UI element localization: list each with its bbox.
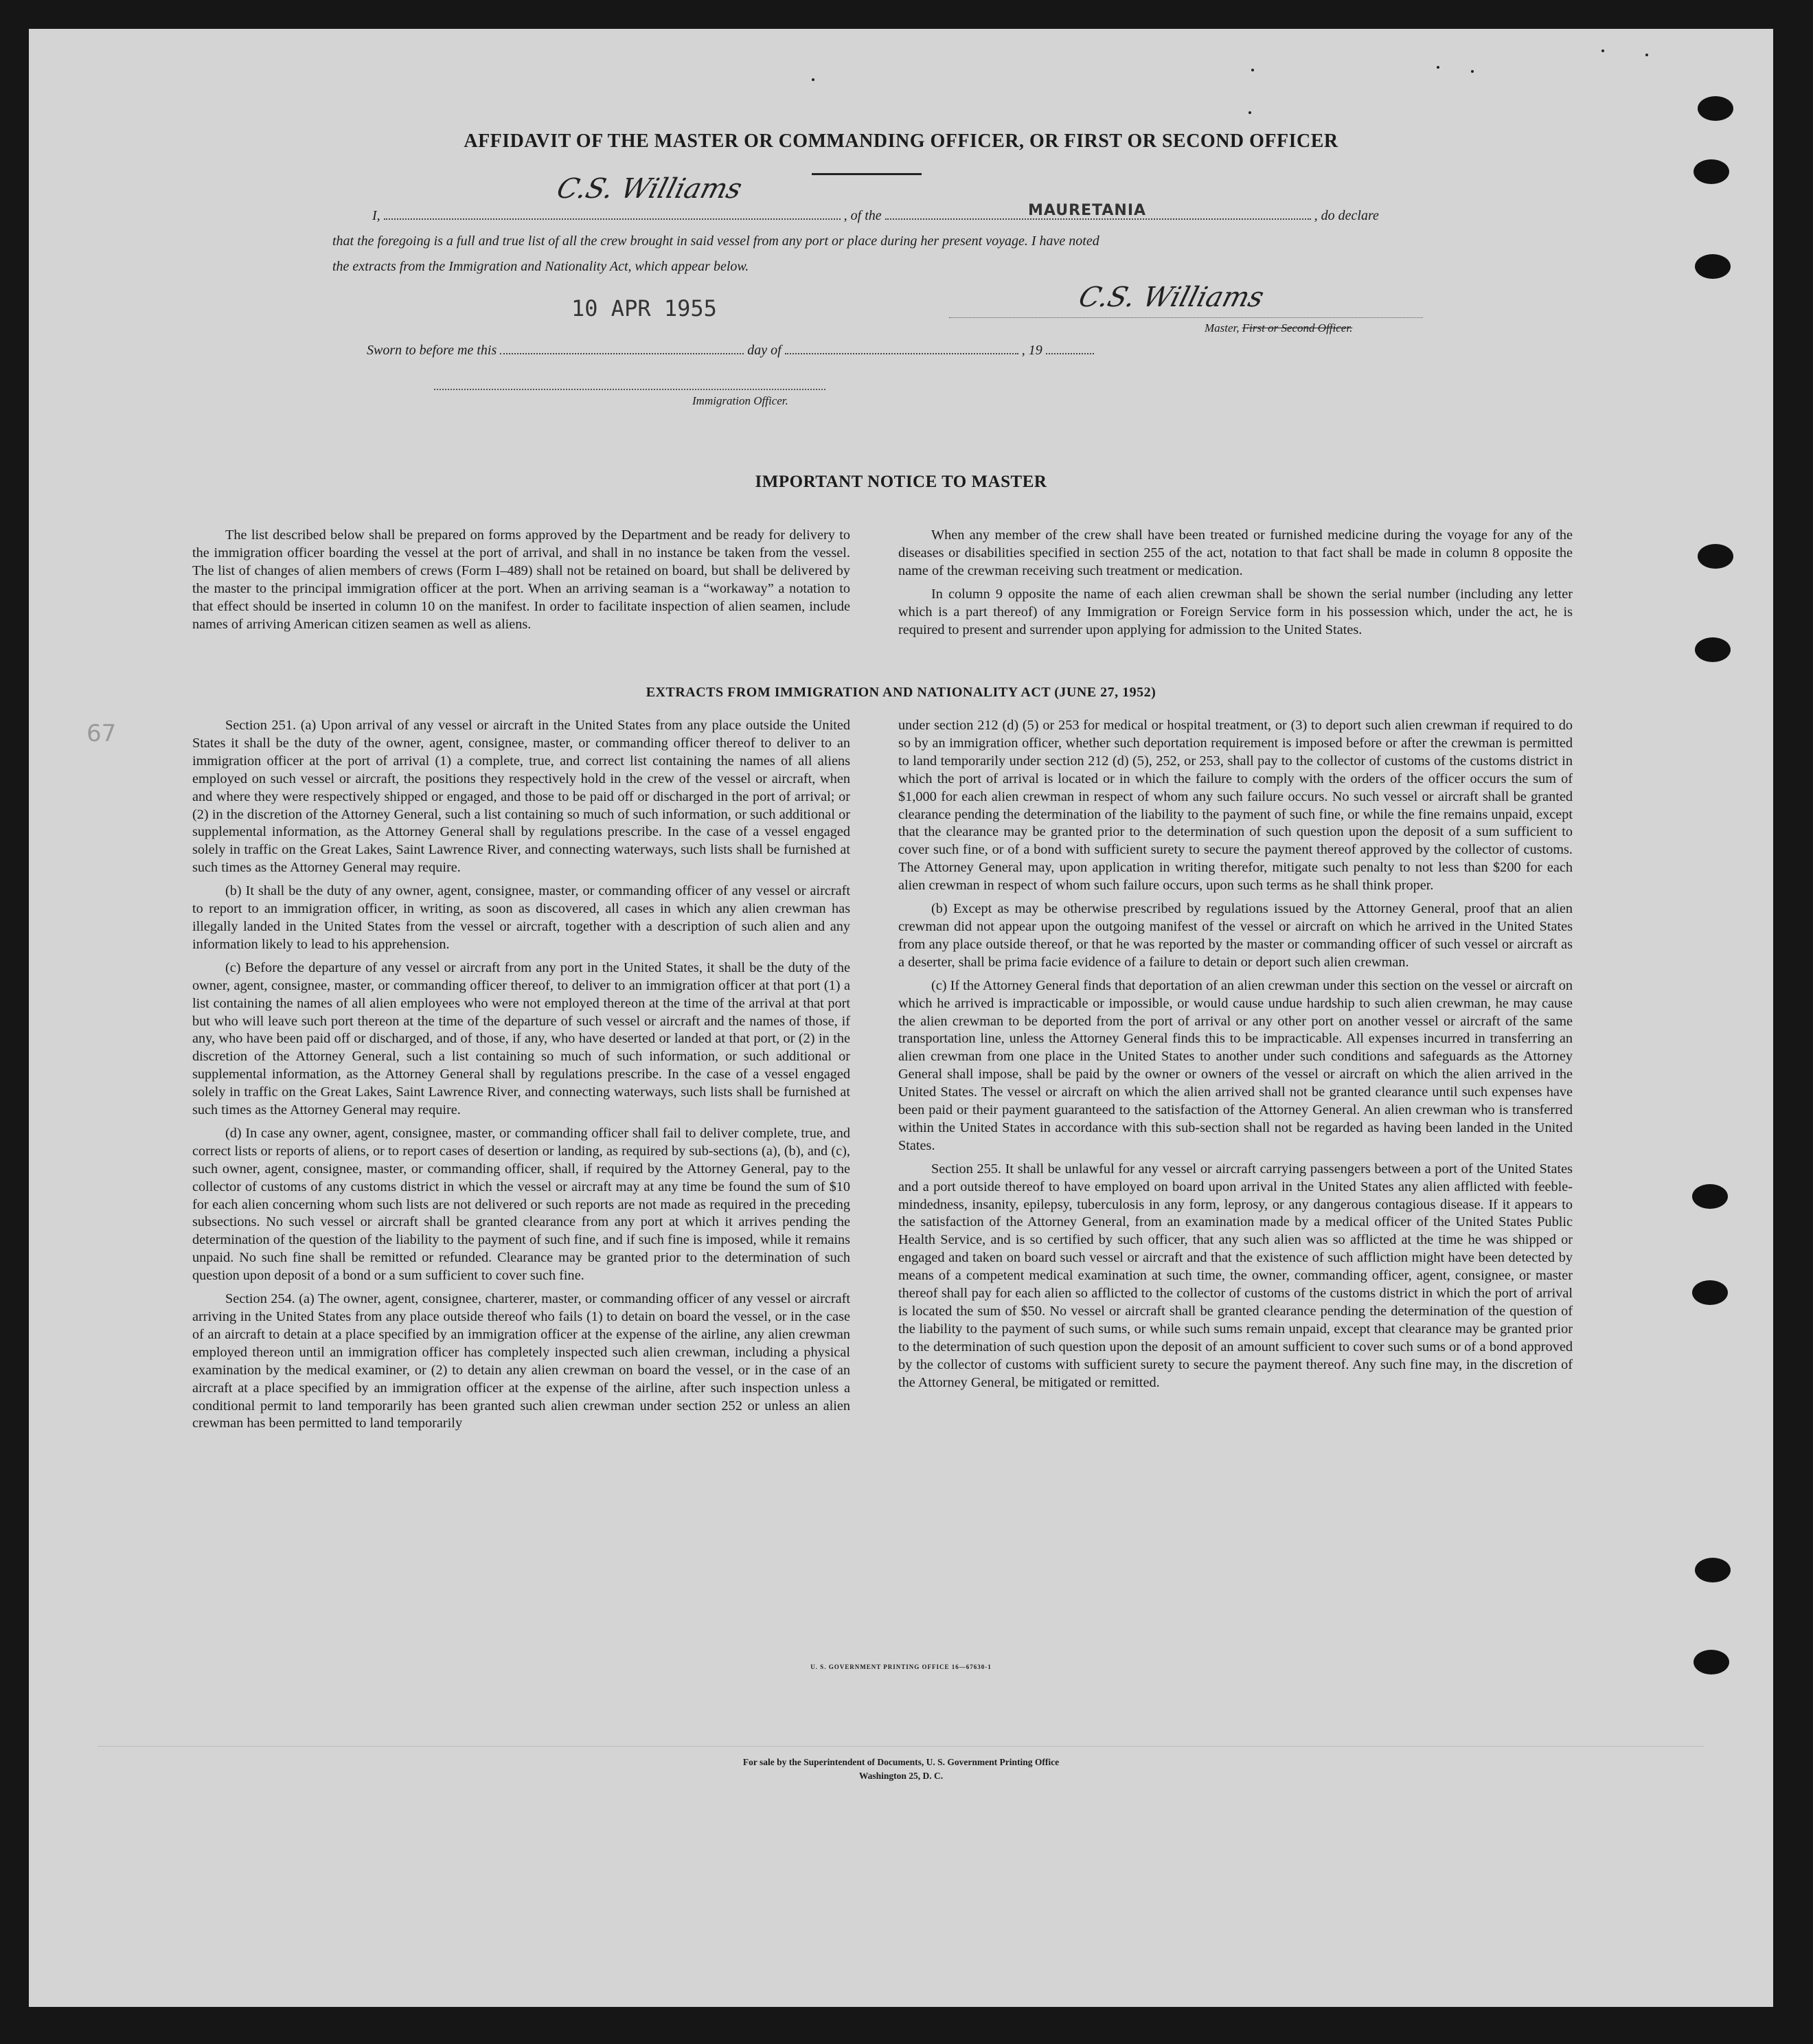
binder-hole (1694, 159, 1729, 184)
declaration-line (372, 206, 1379, 224)
notice-right-paragraph-1: When any member of the crew shall have been treated or furnished medicine during the voyage for any of the diseases or disabilities specified in section 255 of the act, notation to that fact shall be made in column 8 opposite the name of the crewman receiving such treatment or medication. (898, 527, 1573, 578)
notice-left-column (192, 527, 850, 639)
day-of-label: day of (747, 343, 782, 358)
master-signature: C.S. Williams (1075, 282, 1268, 313)
affidavit-title: AFFIDAVIT OF THE MASTER OR COMMANDING OFFICER, OR FIRST OR SECOND OFFICER (464, 130, 1338, 152)
speck (1645, 54, 1648, 56)
immigration-officer-label: Immigration Officer. (692, 394, 788, 407)
immigration-officer-line (434, 389, 825, 390)
sale-line-1: For sale by the Superintendent of Documents, U. S. Government Printing Office (742, 1757, 1060, 1767)
name-field-line (384, 206, 841, 220)
sworn-year-line (1046, 341, 1094, 354)
signature-line (949, 317, 1423, 318)
sworn-month-line (785, 341, 1018, 354)
section-254-a-continued: under section 212 (d) (5) or 253 for medical or hospital treatment, or (3) to deport such alien crewman if required to do so by an immigration officer, whether such deportation requirement is imposed before or after the crewman is permitted to land temporarily under section 212 (d) (5), 252, or 253, shall pay to the collector of customs of the customs district in which the port of arrival is located or in which the failure to comply with the orders of the officer occurs the sum of $1,000 for each alien crewman in respect of whom any such failure occurs. No such vessel or aircraft shall be granted clearance pending the determination of the liability to the payment of such fine, or while the fine remains unpaid, except that the clearance may be granted prior to the determination of such question upon the deposit of a sum sufficient to cover such fine, or of a bond with sufficient surety to secure the payment thereof approved by the collector of customs. The Attorney General may, upon application in writing therefor, mitigate such penalty to not less than $200 for each alien crewman in respect of whom such failure occurs, upon such terms as he shall think proper. (898, 718, 1573, 894)
signature-name: C.S. Williams (553, 173, 746, 205)
print-code: U. S. GOVERNMENT PRINTING OFFICE 16—67630-1 (810, 1663, 992, 1670)
title-rule (812, 173, 922, 175)
speck (1471, 70, 1474, 73)
date-stamp: 10 APR 1955 (571, 295, 717, 321)
officer-label-struck: First or Second Officer. (1242, 321, 1353, 334)
binder-hole (1695, 1558, 1731, 1582)
speck (1251, 69, 1254, 71)
master-title (1205, 321, 1352, 335)
section-251-d: (d) In case any owner, agent, consignee, master, or commanding officer shall fail to deliver complete, true, and correct lists or reports of aliens, or to report cases of desertion or landing, as required by sub-sections (a), (b), and (c), such owner, agent, consignee, master, or commanding officer, shall, if required by the Attorney General, pay to the collector of customs of any customs district in which the vessel or aircraft may at any time be found the sum of $10 for each alien concerning whom such lists are not delivered or such reports are not made as required in the preceding subsections. No such vessel or aircraft shall be granted clearance from any port at which it arrives pending the determination of the question of the liability to the payment of such fine, and if such fine is imposed, while it remains unpaid. No such fine shall be remitted or refunded. Clearance may be granted prior to the determination of such question upon deposit of a bond or a sum sufficient to cover such fine. (192, 1125, 850, 1284)
section-254-a: Section 254. (a) The owner, agent, consignee, charterer, master, or commanding officer of any vessel or aircraft arriving in the United States from any place outside thereof who fails (1) to detain on board the vessel, or in the case of an aircraft to detain at a place specified by an immigration officer at the expense of the airline, any alien crewman employed thereon until an immigration officer has completely inspected such alien crewman, including a physical examination by the medical examiner, or (2) to detain any alien crewman on board the vessel, or in the case of an aircraft at a place specified by an immigration officer at the expense of the airline, after such inspection unless a conditional permit to land temporarily has been granted such alien crewman under section 252 or unless an alien crewman has been permitted to land temporarily (192, 1291, 850, 1431)
speck (812, 78, 814, 81)
declaration-text-2: the extracts from the Immigration and Nationality Act, which appear below. (332, 259, 749, 274)
notice-title: IMPORTANT NOTICE TO MASTER (755, 473, 1047, 491)
of-the-label: , of the (843, 208, 882, 223)
section-251-c: (c) Before the departure of any vessel or aircraft from any port in the United States, it shall be the duty of the owner, agent, consignee, master, or commanding officer thereof, to deliver to an immigration officer at that port (1) a list containing the names of all alien employees who were not employed thereon at the time of the arrival at that port but who will leave such port thereon at the time of the departure of such vessel or aircraft and the names of those, if any, who have been paid off or discharged, and of those, if any, who have deserted or landed at that port, or (2) in the discretion of the Attorney General, such a list containing so much of such information, or such additional or supplemental information, as the Attorney General shall by regulations prescribe. In the case of a vessel engaged solely in traffic on the Great Lakes, Saint Lawrence River, and connecting waterways, such lists shall be furnished at such times as the Attorney General may require. (192, 959, 850, 1118)
extracts-right-column (898, 717, 1573, 1398)
section-255: Section 255. It shall be unlawful for any vessel or aircraft carrying passengers between a port of the United States and a port outside thereof to have employed on board upon arrival in the United States any alien afflicted with feeble-mindedness, insanity, epilepsy, tuberculosis in any form, leprosy, or any dangerous contagious disease. If it appears to the satisfaction of the Attorney General, from an examination made by a medical officer of the United States Public Health Service, and is so certified by such officer, that any such alien was so afflicted at the time he was shipped or engaged and taken on board such vessel or aircraft and that the existence of such affliction might have been detected by means of a competent medical examination at such time, the owner, commanding officer, agent, consignee, or master thereof shall pay for each alien so afflicted to the collector of customs of the customs district in which the port of arrival is located the sum of $50. No vessel or aircraft shall be granted clearance pending the determination of the question of the liability to the payment of such sums, or while such sums remain unpaid, except that clearance may be granted prior to the determination of such question upon the deposit of an amount sufficient to cover such sums or of a bond approved by the collector of customs with sufficient surety to secure the payment thereof. Any such fine may, in the discretion of the Attorney General, be mitigated or remitted. (898, 1161, 1573, 1390)
binder-hole (1695, 637, 1731, 662)
sworn-day-line (500, 341, 744, 354)
sale-line-2: Washington 25, D. C. (858, 1771, 944, 1781)
sworn-label: Sworn to before me this (367, 343, 497, 358)
binder-hole (1692, 1184, 1728, 1209)
i-label: I, (372, 208, 380, 223)
speck (1437, 66, 1439, 69)
document-page (29, 29, 1773, 2007)
notice-right-paragraph-2: In column 9 opposite the name of each alien crewman shall be shown the serial number (including any letter which is a part thereof) of any Immigration or Foreign Service form in his possession which, under the act, he is required to present and surrender upon applying for admission to the United States. (898, 586, 1573, 637)
speck (1601, 49, 1604, 52)
notice-left-paragraph: The list described below shall be prepared on forms approved by the Department and be ready for delivery to the immigration officer boarding the vessel at the port of arrival, and shall in no instance be taken from the vessel. The list of changes of alien members of crews (Form I–489) shall not be retained on board, but shall be delivered by the master to the principal immigration officer at the port. When an arriving seaman is a “workaway” a notation to that effect should be inserted in column 10 on the manifest. In order to facilitate inspection of alien seamen, include names of arriving American citizen seamen as well as aliens. (192, 527, 850, 632)
master-label: Master, (1205, 321, 1240, 334)
binder-hole (1694, 1650, 1729, 1674)
sworn-line (367, 341, 1094, 359)
declaration-text-1: that the foregoing is a full and true list of all the crew brought in said vessel from any port or place during her present voyage. I have noted (332, 234, 1099, 249)
binder-hole (1692, 1280, 1728, 1305)
binder-hole (1698, 96, 1733, 121)
do-declare-label: , do declare (1314, 208, 1379, 223)
speck (1248, 111, 1251, 114)
section-251-b: (b) It shall be the duty of any owner, agent, consignee, master, or commanding officer of any vessel or aircraft to report to an immigration officer, in writing, as soon as discovered, all cases in which any alien crewman has illegally landed in the United States from the vessel or aircraft, together with a description of such alien and any information likely to lead to his apprehension. (192, 883, 850, 952)
binder-hole (1698, 544, 1733, 569)
extracts-left-column (192, 717, 850, 1438)
section-254-c: (c) If the Attorney General finds that deportation of an alien crewman under this section on the vessel or aircraft on which he arrived is impracticable or impossible, or would cause undue hardship to such alien crewman, he may cause the alien crewman to be deported from the port of arrival or any other port on another vessel or aircraft of the same transportation line, unless the Attorney General finds this to be impracticable. All expenses incurred in transferring an alien crewman from one place in the United States to another under such conditions and safeguards as the Attorney General shall impose, shall be paid by the owner or owners of the vessel or aircraft on which the alien arrived in the United States. The vessel or aircraft on which the alien arrived shall not be granted clearance until such expenses have been paid or their payment guaranteed to the satisfaction of the Attorney General. An alien crewman who is transferred within the United States in accordance with this sub-section shall not be regarded as having been landed in the United States. (898, 977, 1573, 1153)
margin-mark: 67 (87, 720, 117, 747)
vessel-name: MAURETANIA (1028, 202, 1147, 219)
section-254-b: (b) Except as may be otherwise prescribed by regulations issued by the Attorney General, proof that an alien crewman did not appear upon the outgoing manifest of the vessel or aircraft on which he arrived in the United States from any place outside thereof, or that he was reported by the master or commanding officer of such vessel or aircraft as a deserter, shall be prima facie evidence of a failure to detain or deport such alien crewman. (898, 901, 1573, 970)
binder-hole (1695, 254, 1731, 279)
extracts-title: EXTRACTS FROM IMMIGRATION AND NATIONALITY ACT (JUNE 27, 1952) (646, 685, 1156, 700)
notice-right-column (898, 527, 1573, 644)
footer-rule (98, 1746, 1704, 1747)
year-label: , 19 (1021, 343, 1042, 358)
section-251-a: Section 251. (a) Upon arrival of any vessel or aircraft in the United States from any place outside the United States it shall be the duty of the owner, agent, consignee, master, or commanding officer thereof to deliver to an immigration officer at the port of arrival (1) a complete, true, and correct list containing the names of all aliens employed on such vessel or aircraft, the positions they respectively hold in the crew of the vessel or aircraft, when and where they were respectively shipped or engaged, and those to be paid off or discharged in the port of arrival; or (2) in the discretion of the Attorney General, such a list containing so much of such information, or such additional or supplemental information, as the Attorney General shall by regulations prescribe. In the case of a vessel engaged solely in traffic on the Great Lakes, Saint Lawrence River, and connecting waterways, such lists shall be furnished at such times as the Attorney General may require. (192, 718, 850, 876)
